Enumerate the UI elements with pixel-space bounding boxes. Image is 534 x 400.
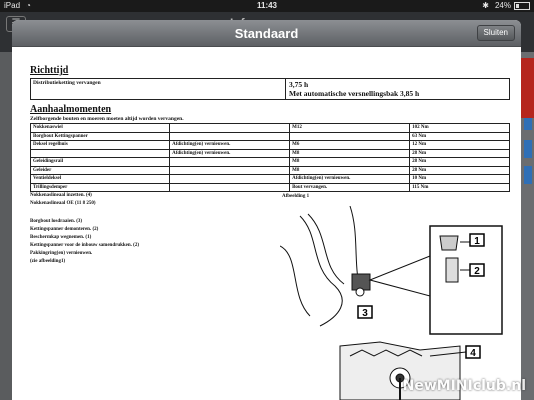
torque-note: Afdichting(en) vernieuwen.: [170, 141, 290, 150]
torque-value: 115 Nm: [410, 183, 510, 192]
torque-name: Geleider: [31, 166, 170, 175]
torque-spec: M8: [290, 166, 410, 175]
torque-name: [31, 149, 170, 158]
bluetooth-icon: ✱: [482, 1, 489, 10]
time-value: 3,75 h: [289, 80, 309, 89]
torque-row: [31, 149, 510, 158]
torque-spec: Afdichting(en) vernieuwen.: [290, 175, 410, 184]
torque-row: [31, 158, 510, 167]
accent-bar: [520, 58, 534, 118]
torque-row: [31, 124, 510, 133]
step-text: Borgbout losdraaien. (3): [30, 219, 83, 224]
battery-level: 24%: [494, 1, 511, 10]
step-text: Kettingspanner demonteren. (2): [30, 227, 99, 232]
torque-name: Nokkenaswiel: [31, 124, 170, 133]
torque-name: Geleidingsrail: [31, 158, 170, 167]
clock: 11:43: [256, 1, 278, 10]
torque-note: [170, 132, 290, 141]
torque-value: 10 Nm: [410, 175, 510, 184]
torque-name: Trillingsdemper: [31, 183, 170, 192]
torque-note: [170, 175, 290, 184]
engine-diagram: [280, 206, 510, 400]
torque-spec: M8: [290, 149, 410, 158]
torque-note: [170, 166, 290, 175]
section-title-aanhaalmomenten: Aanhaalmomenten: [30, 104, 112, 115]
figure-label: Afbeelding 1: [282, 194, 310, 199]
callout-2-label: 2: [474, 266, 480, 277]
background-sidebar: [0, 52, 12, 400]
callout-3-label: 3: [362, 308, 368, 319]
modal-title: Standaard: [234, 26, 299, 41]
section-title-richttijd: Richttijd: [30, 65, 69, 76]
torque-spec: M8: [290, 158, 410, 167]
torque-value: 63 Nm: [410, 132, 510, 141]
document-modal: [12, 20, 521, 400]
time-table: [30, 78, 510, 100]
modal-header: [12, 20, 521, 47]
tool-line: Nokkenaslineaal OE (11 8 250): [30, 201, 96, 206]
torque-name: Deksel regelhuis: [31, 141, 170, 150]
torque-note: [170, 158, 290, 167]
side-marker[interactable]: [524, 140, 532, 158]
torque-name: Ventieldeksel: [31, 175, 170, 184]
torque-value: 102 Nm: [410, 124, 510, 133]
torque-spec: M6: [290, 141, 410, 150]
torque-value: 28 Nm: [410, 149, 510, 158]
torque-value: 12 Nm: [410, 141, 510, 150]
document-body: [30, 46, 510, 400]
torque-spec: M12: [290, 124, 410, 133]
torque-row: [31, 166, 510, 175]
time-auto: Met automatische versnellingsbak 3,85 h: [289, 89, 420, 98]
torque-row: [31, 132, 510, 141]
side-marker[interactable]: [524, 166, 532, 184]
torque-note: [170, 124, 290, 133]
watermark: NewMINIclub.nl: [402, 378, 526, 394]
tool-line: Nokkenaslineaal inzetten. (4): [30, 193, 92, 198]
torque-spec: [290, 132, 410, 141]
torque-table: [30, 123, 510, 192]
torque-name: Borgbout Kettingspanner: [31, 132, 170, 141]
status-bar: [0, 0, 534, 12]
close-button[interactable]: Sluiten: [477, 25, 515, 41]
torque-note: [170, 183, 290, 192]
torque-row: [31, 183, 510, 192]
step-text: Pakkingring(en) vernieuwen.: [30, 251, 93, 256]
torque-spec: Bout vervangen.: [290, 183, 410, 192]
callout-1-label: 1: [474, 236, 480, 247]
step-text: (zie afbeelding1): [30, 259, 66, 264]
time-values: [286, 79, 510, 100]
time-task: Distributieketting vervangen: [31, 79, 286, 100]
device-name: iPad: [4, 1, 21, 10]
battery-icon: [514, 2, 530, 10]
torque-note: Afdichting(en) vernieuwen.: [170, 149, 290, 158]
status-right: [482, 1, 530, 10]
torque-row: [31, 141, 510, 150]
torque-row: [31, 175, 510, 184]
callout-4-label: 4: [470, 348, 476, 359]
torque-value: 28 Nm: [410, 166, 510, 175]
wifi-icon: ◔: [26, 1, 31, 10]
step-text: Beschermkap wegnemen. (1): [30, 235, 92, 240]
intro-text: Zelfborgende bouten en moeren moeten altijd worden vervangen.: [30, 116, 184, 122]
torque-value: 28 Nm: [410, 158, 510, 167]
step-text: Kettingspanner voor de inbouw samendrukken. (2): [30, 243, 139, 248]
